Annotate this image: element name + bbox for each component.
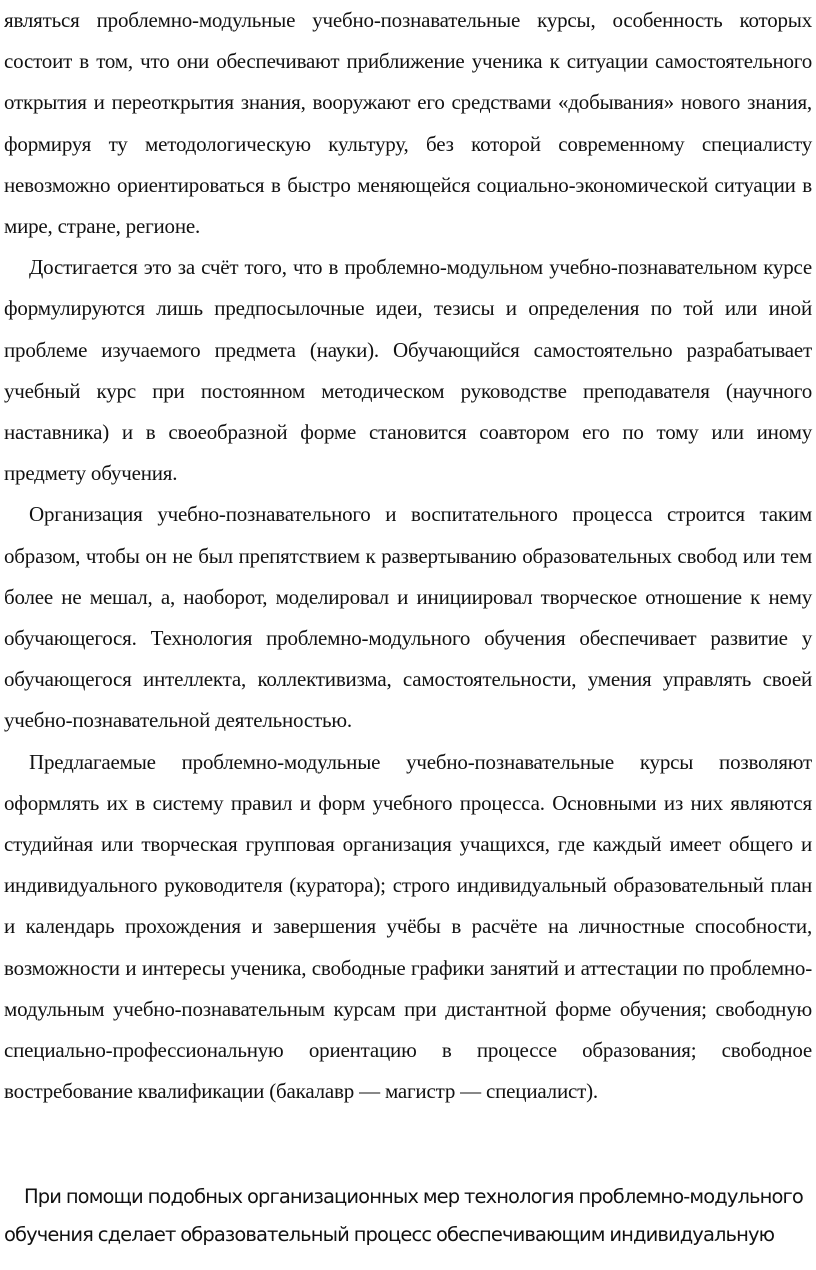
paragraph: Предлагаемые проблемно-модульные учебно-познавательные курсы позволяют оформлять их в систему правил и форм учебного процесса. Основными из них являются студийная или творческая групповая организация учащихся, где каждый имеет общего и индивидуального руководителя (куратора); строго индивидуальный образовательный план и календарь прохождения и завершения учёбы в расчёте на личностные способности, возможности и интересы ученика, свободные графики занятий и аттестации по проблемно-модульным учебно-познавательным курсам при дистантной форме обучения; свободную специально-профессиональную ориентацию в процессе образования; свободное востребование квалификации (бакалавр — магистр — специалист). <box>4 749 812 1104</box>
final-text <box>4 1178 804 1254</box>
paragraph: Организация учебно-познавательного и воспитательного процесса строится таким образом, чтобы он не был препятствием к развертыванию образовательных свобод или тем более не мешал, а, наоборот, моделировал и инициировал творческое отношение к нему обучающегося. Технология проблемно-модульного обучения обеспечивает развитие у обучающегося интеллекта, коллективизма, самостоятельности, умения управлять своей учебно-познавательной деятельностью. <box>4 502 812 733</box>
paragraph: Достигается это за счёт того, что в проблемно-модульном учебно-познавательном курсе формулируются лишь предпосылочные идеи, тезисы и определения по той или иной проблеме изучаемого предмета (науки). Обучающийся самостоятельно разрабатывает учебный курс при постоянном методическом руководстве преподавателя (научного наставника) и в своеобразной форме становится соавтором его по тому или иному предмету обучения. <box>4 255 812 486</box>
paragraph-final: При помощи подобных организационных мер технология проблемно-модульного обучения сделает образовательный процесс обеспечивающим индивидуальную <box>4 1185 803 1246</box>
paragraph-continuation: являться проблемно-модульные учебно-познавательные курсы, особенность которых состоит в том, что они обеспечивают приближение ученика к ситуации самостоятельного открытия и переоткрытия знания, вооружают его средствами «добывания» нового знания, формируя ту методологическую культуру, без которой современному специалисту невозможно ориентироваться в быстро меняющейся социально-экономической ситуации в мире, стране, регионе. <box>4 8 812 239</box>
main-text <box>4 0 812 1112</box>
